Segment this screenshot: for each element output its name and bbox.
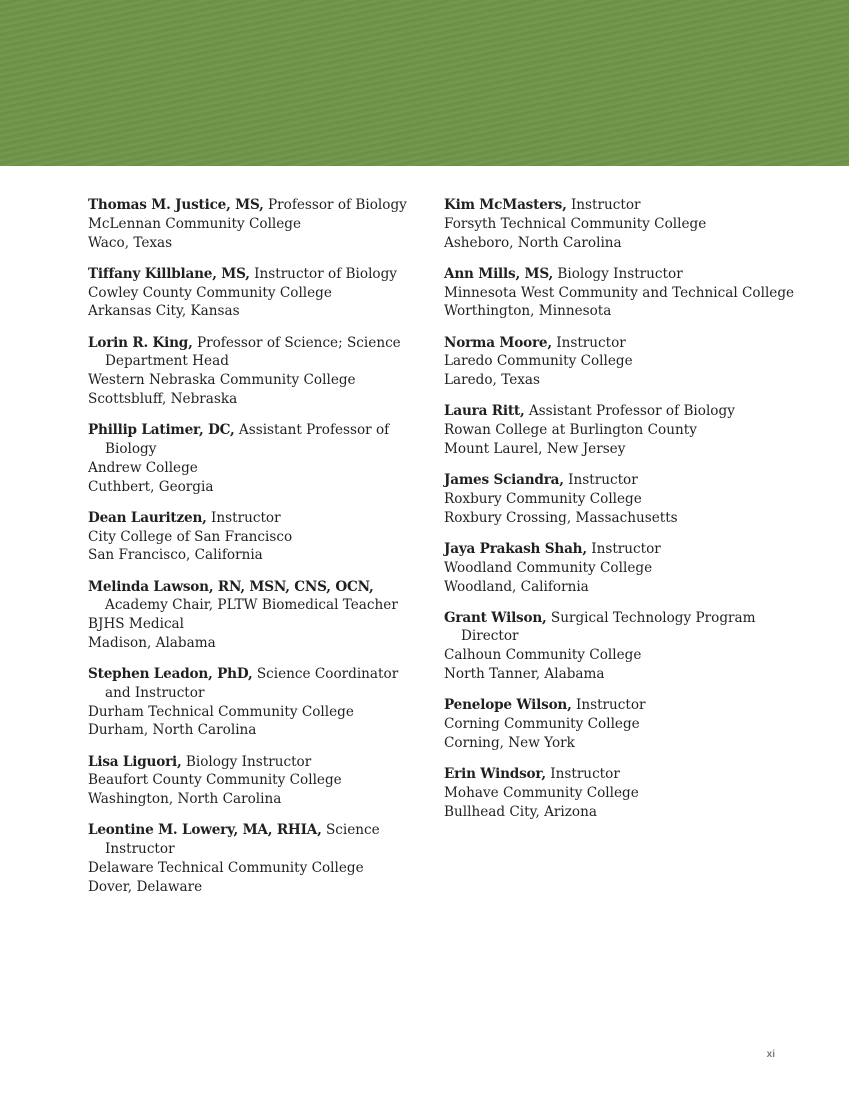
header-banner [0,0,849,166]
reviewer-name: Stephen Leadon, PhD, [88,666,253,683]
reviewer-institution: Woodland Community College [444,559,653,576]
reviewer-entry [88,334,428,409]
reviewer-name: Penelope Wilson, [444,697,572,714]
reviewer-location: Roxbury Crossing, Massachusetts [444,509,678,526]
reviewer-title: Instructor [570,197,641,213]
reviewer-location: Cuthbert, Georgia [88,478,214,495]
reviewer-location: Durham, North Carolina [88,722,257,739]
reviewer-name: Phillip Latimer, DC, [88,422,235,439]
reviewer-location: Mount Laurel, New Jersey [444,440,626,457]
reviewer-name: Jaya Prakash Shah, [444,540,587,557]
reviewer-entry [88,421,428,496]
reviewer-institution: Western Nebraska Community College [88,372,356,389]
reviewer-entry [444,609,794,684]
reviewer-entry [444,471,794,527]
reviewer-institution: McLennan Community College [88,215,302,232]
reviewer-name: James Sciandra, [444,472,564,489]
reviewer-institution: Cowley County Community College [88,284,332,301]
reviewer-name: Norma Moore, [444,334,552,351]
reviewer-institution: Mohave Community College [444,784,639,801]
reviewer-institution: Corning Community College [444,716,640,733]
reviewer-entry [444,540,794,596]
reviewer-title: Professor of Science; Science Department Head [105,334,401,370]
reviewer-location: San Francisco, California [88,547,263,564]
reviewer-entry [444,334,794,390]
reviewer-institution: Calhoun Community College [444,647,642,664]
reviewer-name: Leontine M. Lowery, MA, RHIA, [88,822,322,839]
reviewer-name: Lorin R. King, [88,334,193,351]
reviewer-location: Washington, North Carolina [88,791,282,808]
reviewer-name: Lisa Liguori, [88,753,182,770]
reviewer-location: Worthington, Minnesota [444,303,612,320]
reviewer-institution: Rowan College at Burlington County [444,422,697,439]
reviewer-location: North Tanner, Alabama [444,666,605,683]
reviewer-location: Madison, Alabama [88,634,216,651]
reviewer-title: Assistant Professor of Biology [528,403,735,420]
reviewer-institution: Durham Technical Community College [88,703,354,720]
reviewer-institution: Delaware Technical Community College [88,860,364,877]
reviewer-title: Instructor [550,766,620,783]
reviewer-institution: Beaufort County Community College [88,772,342,789]
reviewer-entry [88,665,428,740]
reviewer-title: Instructor of Biology [254,265,397,282]
reviewer-entry [88,196,428,252]
reviewer-name: Laura Ritt, [444,403,525,420]
reviewer-entry [444,402,794,458]
reviewer-title: Instructor [591,540,661,557]
reviewer-entry [444,765,794,821]
reviewer-institution: Laredo Community College [444,353,633,370]
reviewer-institution: Minnesota West Community and Technical College [444,284,795,301]
reviewer-name: Tiffany Killblane, MS, [88,265,250,282]
reviewer-title: Professor of Biology [268,197,407,213]
reviewer-name: Ann Mills, MS, [444,265,554,282]
reviewer-title: Instructor [568,472,638,489]
reviewer-name: Dean Lauritzen, [88,509,207,526]
reviewer-name: Melinda Lawson, RN, MSN, CNS, OCN, [88,578,374,595]
reviewer-institution: BJHS Medical [88,616,185,633]
reviewer-entry [444,696,794,752]
reviewer-institution: City College of San Francisco [88,528,293,545]
page-number: xi [766,1049,775,1060]
reviewer-title: Biology Instructor [557,265,683,282]
reviewer-title: Assistant Professor of Biology [105,422,390,457]
reviewer-location: Waco, Texas [88,234,173,251]
reviewer-location: Bullhead City, Arizona [444,803,597,820]
reviewer-title: Biology Instructor [185,753,312,770]
reviewer-location: Woodland, California [444,578,589,595]
reviewer-location: Arkansas City, Kansas [88,303,240,320]
reviewer-institution: Forsyth Technical Community College [444,215,707,232]
reviewer-name: Thomas M. Justice, MS, [88,197,264,213]
reviewer-institution: Roxbury Community College [444,490,642,507]
reviewer-title: Science Instructor [105,822,380,858]
reviewer-location: Asheboro, North Carolina [444,234,622,251]
reviewer-column-right [444,196,794,834]
reviewer-name: Kim McMasters, [444,197,567,213]
reviewer-location: Corning, New York [444,734,575,751]
reviewer-entry [88,265,428,321]
reviewer-entry [88,753,428,809]
reviewer-entry [88,509,428,565]
reviewer-title: Academy Chair, PLTW Biomedical Teacher [105,597,398,614]
reviewer-location: Scottsbluff, Nebraska [88,390,238,407]
reviewer-title: Instructor [556,334,626,351]
reviewer-entry [444,196,794,252]
reviewer-location: Laredo, Texas [444,372,541,389]
reviewer-title: Instructor [211,509,281,526]
reviewer-entry [444,265,794,321]
reviewer-title: Instructor [575,697,646,714]
reviewer-title: Science Coordinator and Instructor [105,666,399,701]
reviewer-entry [88,578,428,653]
reviewer-entry [88,821,428,896]
reviewer-title: Surgical Technology Program Director [461,609,756,645]
reviewer-column-left [88,196,428,909]
reviewer-location: Dover, Delaware [88,878,203,895]
reviewer-name: Grant Wilson, [444,609,547,626]
reviewer-institution: Andrew College [88,459,198,476]
reviewer-name: Erin Windsor, [444,766,546,783]
